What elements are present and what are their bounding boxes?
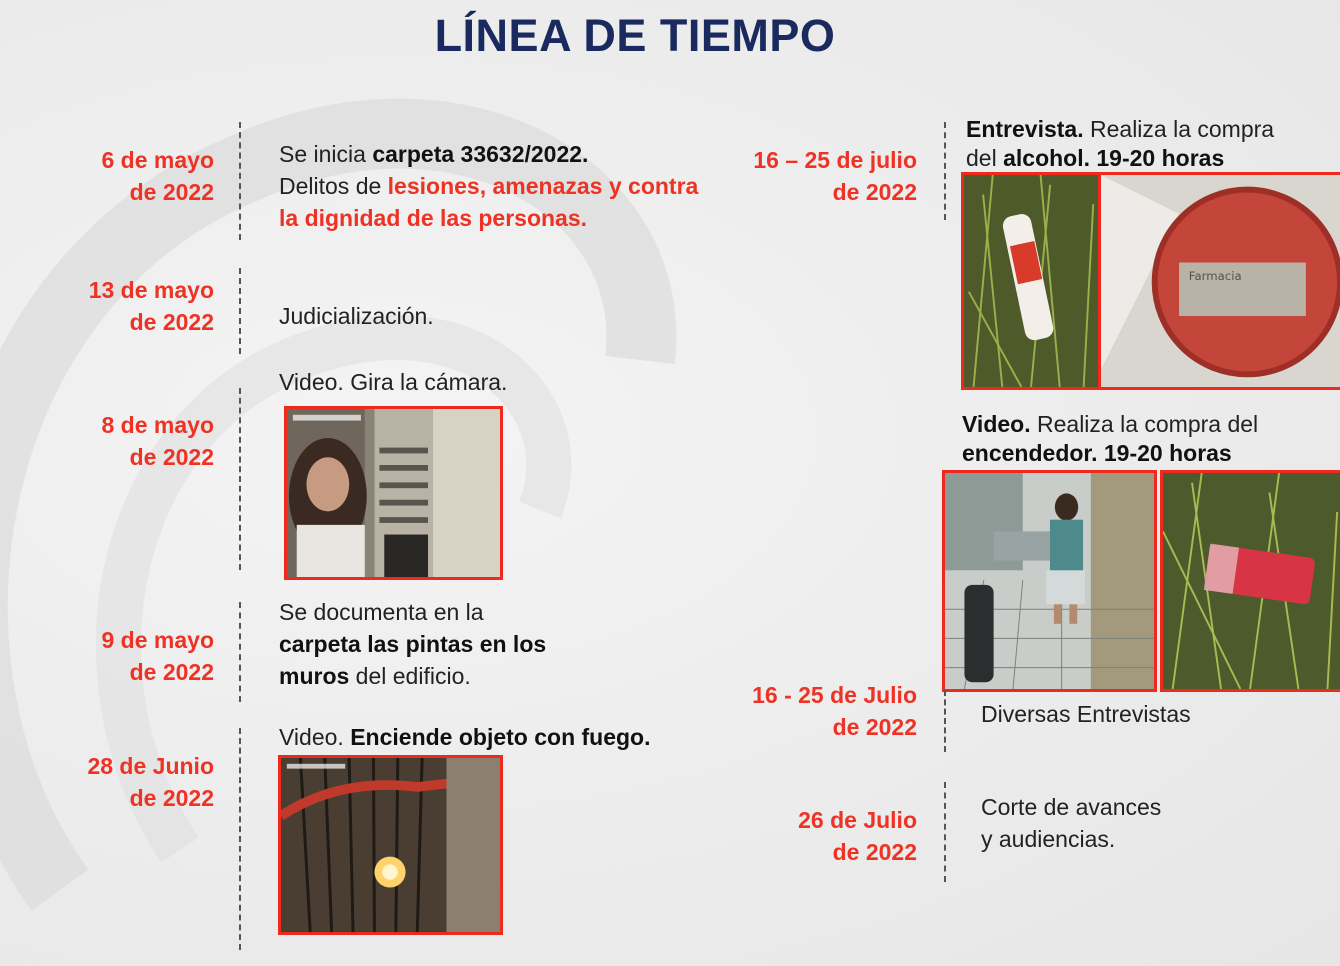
date-28-junio: 28 de Junio de 2022 — [87, 753, 214, 811]
timeline-divider — [239, 602, 241, 702]
event-pintas-text: Se documenta en la carpeta las pintas en los muros del edificio. — [279, 599, 547, 689]
svg-text:Farmacia: Farmacia — [1188, 269, 1242, 284]
event-video-camara-caption: Video. Gira la cámara. — [279, 369, 508, 395]
timeline-divider — [239, 122, 241, 240]
event-judicializacion-text: Judicialización. — [279, 303, 434, 329]
date-9-mayo: 9 de mayo de 2022 — [101, 627, 214, 685]
event-fuego-caption: Video. Enciende objeto con fuego. — [279, 724, 651, 750]
video-still-store — [942, 470, 1157, 692]
video-still-fire — [278, 755, 503, 935]
photo-lighter — [1160, 470, 1340, 692]
date-26-julio: 26 de Julio de 2022 — [798, 807, 917, 865]
event-corte-avances: Corte de avances y audiencias. — [981, 794, 1162, 852]
timeline-divider — [944, 782, 946, 882]
timeline-divider — [944, 690, 946, 752]
timeline-divider — [239, 268, 241, 354]
video-still-stairwell — [284, 406, 503, 580]
timeline-divider — [239, 728, 241, 950]
date-16-25-julio-entrevistas: 16 - 25 de Julio de 2022 — [752, 682, 917, 740]
date-16-25-julio: 16 – 25 de julio de 2022 — [753, 147, 917, 205]
event-alcohol-text: Entrevista. Realiza la compra del alcohol. 19-20 horas — [966, 116, 1275, 171]
event-carpeta-text: Se inicia carpeta 33632/2022. Delitos de lesiones, amenazas y contra la dignidad de las personas. — [279, 141, 699, 231]
date-8-mayo: 8 de mayo de 2022 — [101, 412, 214, 470]
event-diversas-entrevistas: Diversas Entrevistas — [981, 701, 1191, 727]
timeline-divider — [944, 122, 946, 220]
event-encendedor-text: Video. Realiza la compra del encendedor. 19-20 horas — [962, 411, 1259, 466]
date-6-mayo: 6 de mayo de 2022 — [101, 147, 214, 205]
date-13-mayo: 13 de mayo de 2022 — [88, 277, 214, 335]
photo-alcohol-bottle — [961, 172, 1101, 390]
photo-farmacia-bag — [1098, 172, 1340, 390]
timeline-divider — [239, 388, 241, 570]
page-title: LÍNEA DE TIEMPO — [434, 10, 836, 61]
